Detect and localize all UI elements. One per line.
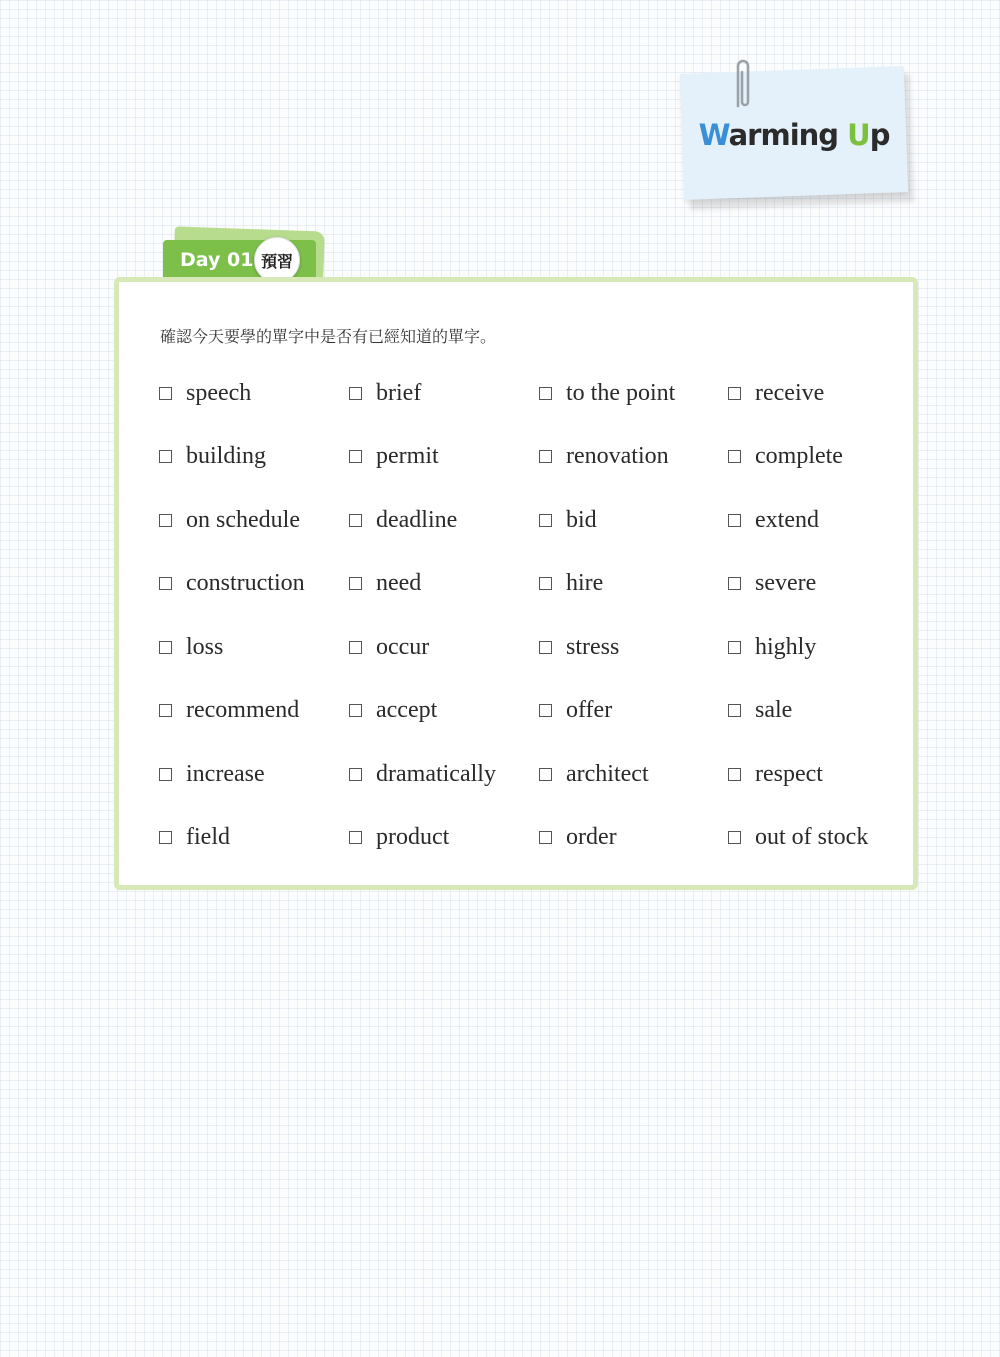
word-item[interactable] — [349, 756, 539, 792]
word-label: permit — [376, 443, 439, 469]
checkbox-icon[interactable] — [539, 450, 552, 463]
checkbox-icon[interactable] — [349, 577, 362, 590]
word-label: need — [376, 570, 422, 596]
checkbox-icon[interactable] — [728, 387, 741, 400]
checkbox-icon[interactable] — [159, 641, 172, 654]
word-item[interactable] — [159, 693, 349, 729]
word-item[interactable] — [539, 756, 728, 792]
word-label: brief — [376, 379, 422, 406]
word-label: dramatically — [376, 760, 496, 787]
day-label: Day 01 — [180, 249, 254, 271]
word-label: sale — [755, 697, 793, 723]
word-item[interactable] — [349, 502, 539, 538]
checkbox-icon[interactable] — [349, 704, 362, 717]
checkbox-icon[interactable] — [159, 768, 172, 781]
word-item[interactable] — [539, 566, 728, 602]
word-item[interactable] — [728, 629, 899, 665]
checkbox-icon[interactable] — [159, 704, 172, 717]
checkbox-icon[interactable] — [349, 450, 362, 463]
word-label: complete — [755, 443, 843, 469]
word-item[interactable] — [539, 502, 728, 538]
checkbox-icon[interactable] — [539, 831, 552, 844]
checkbox-icon[interactable] — [539, 641, 552, 654]
warming-up-note — [680, 66, 908, 200]
word-item[interactable] — [349, 566, 539, 602]
word-item[interactable] — [728, 375, 899, 411]
word-item[interactable] — [159, 820, 349, 856]
title-middle: arming — [728, 117, 848, 152]
paperclip-icon — [732, 56, 754, 112]
word-label: severe — [755, 570, 817, 596]
checkbox-icon[interactable] — [349, 387, 362, 400]
word-item[interactable] — [728, 439, 899, 475]
day-tab — [163, 240, 316, 282]
word-checklist — [159, 375, 899, 883]
word-item[interactable] — [539, 629, 728, 665]
word-label: to the point — [566, 379, 676, 406]
word-item[interactable] — [728, 693, 899, 729]
word-item[interactable] — [159, 756, 349, 792]
word-item[interactable] — [539, 693, 728, 729]
checkbox-icon[interactable] — [728, 514, 741, 527]
word-item[interactable] — [159, 439, 349, 475]
word-item[interactable] — [539, 375, 728, 411]
word-label: on schedule — [186, 506, 300, 533]
word-label: construction — [186, 570, 305, 596]
word-label: occur — [376, 633, 430, 660]
checkbox-icon[interactable] — [159, 450, 172, 463]
word-item[interactable] — [159, 502, 349, 538]
checkbox-icon[interactable] — [349, 641, 362, 654]
checkbox-icon[interactable] — [349, 831, 362, 844]
word-item[interactable] — [349, 375, 539, 411]
word-label: extend — [755, 506, 819, 533]
word-item[interactable] — [349, 693, 539, 729]
word-item[interactable] — [728, 502, 899, 538]
word-label: stress — [566, 633, 620, 660]
word-item[interactable] — [349, 820, 539, 856]
checkbox-icon[interactable] — [728, 768, 741, 781]
word-item[interactable] — [349, 439, 539, 475]
preview-badge: 預習 — [254, 237, 300, 283]
word-label: respect — [755, 760, 823, 787]
word-label: field — [186, 824, 230, 850]
checkbox-icon[interactable] — [159, 831, 172, 844]
checkbox-icon[interactable] — [728, 577, 741, 590]
word-label: accept — [376, 697, 438, 723]
word-label: out of stock — [755, 824, 869, 850]
checkbox-icon[interactable] — [728, 450, 741, 463]
checkbox-icon[interactable] — [539, 387, 552, 400]
checkbox-icon[interactable] — [539, 514, 552, 527]
checkbox-icon[interactable] — [349, 514, 362, 527]
word-item[interactable] — [349, 629, 539, 665]
word-item[interactable] — [539, 439, 728, 475]
word-label: product — [376, 824, 450, 850]
word-label: increase — [186, 760, 265, 787]
word-label: hire — [566, 570, 604, 596]
word-item[interactable] — [728, 820, 899, 856]
checkbox-icon[interactable] — [728, 831, 741, 844]
checkbox-icon[interactable] — [159, 514, 172, 527]
word-item[interactable] — [728, 566, 899, 602]
word-label: offer — [566, 697, 613, 723]
checkbox-icon[interactable] — [539, 704, 552, 717]
word-item[interactable] — [728, 756, 899, 792]
word-label: building — [186, 443, 267, 469]
checkbox-icon[interactable] — [539, 768, 552, 781]
checkbox-icon[interactable] — [349, 768, 362, 781]
checkbox-icon[interactable] — [159, 387, 172, 400]
instruction-text: 確認今天要學的單字中是否有已經知道的單字。 — [160, 327, 497, 346]
word-item[interactable] — [159, 566, 349, 602]
word-item[interactable] — [159, 629, 349, 665]
word-label: order — [566, 824, 617, 850]
word-label: deadline — [376, 506, 458, 533]
title-letter-u: U — [847, 117, 870, 152]
word-label: receive — [755, 379, 825, 406]
word-label: highly — [755, 633, 817, 660]
word-label: loss — [186, 633, 224, 660]
word-label: recommend — [186, 697, 300, 723]
checkbox-icon[interactable] — [539, 577, 552, 590]
title-letter-w: W — [698, 117, 729, 152]
word-label: bid — [566, 506, 597, 533]
title-end: p — [869, 117, 890, 152]
checkbox-icon[interactable] — [728, 704, 741, 717]
checkbox-icon[interactable] — [728, 641, 741, 654]
word-item[interactable] — [539, 820, 728, 856]
warming-up-title — [682, 118, 906, 152]
word-item[interactable] — [159, 375, 349, 411]
word-label: renovation — [566, 443, 669, 469]
word-label: architect — [566, 760, 649, 787]
checkbox-icon[interactable] — [159, 577, 172, 590]
word-label: speech — [186, 379, 252, 406]
